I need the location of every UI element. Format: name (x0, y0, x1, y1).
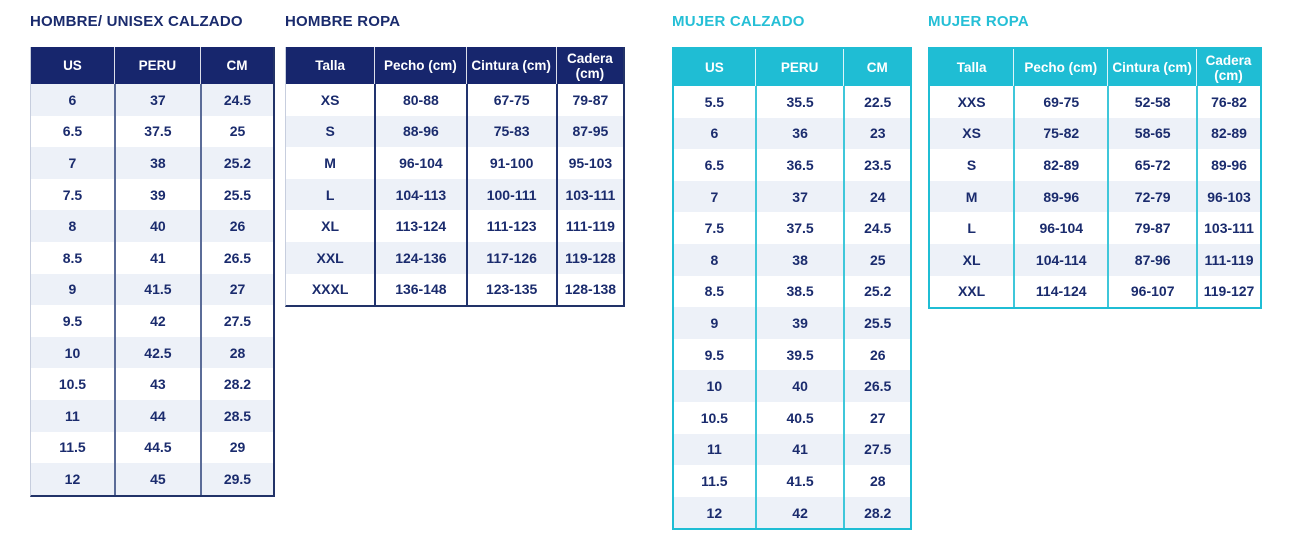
cell: 69-75 (1013, 86, 1107, 118)
cell: 119-127 (1196, 276, 1260, 308)
table-row (674, 402, 910, 434)
cell: 91-100 (466, 147, 556, 179)
table-row (31, 116, 273, 148)
column-header: Cintura (cm) (1107, 49, 1196, 86)
table-row (674, 118, 910, 150)
cell: 10 (31, 337, 114, 369)
cell: 42 (114, 305, 200, 337)
cell: 26 (843, 339, 910, 371)
column-header: US (674, 49, 755, 86)
cell: 111-119 (556, 210, 623, 242)
cell: 41.5 (114, 274, 200, 306)
cell: 58-65 (1107, 118, 1196, 150)
table-title-mujer-calzado: MUJER CALZADO (672, 13, 805, 30)
cell: 38.5 (755, 276, 844, 308)
cell: 27.5 (843, 434, 910, 466)
column-header: PERU (114, 47, 200, 84)
cell: 40.5 (755, 402, 844, 434)
cell: 35.5 (755, 86, 844, 118)
header-row (930, 49, 1260, 86)
cell: 80-88 (374, 84, 465, 116)
column-header: Pecho (cm) (374, 47, 465, 84)
cell: 10.5 (674, 402, 755, 434)
table-row (930, 118, 1260, 150)
cell: 82-89 (1196, 118, 1260, 150)
cell: 124-136 (374, 242, 465, 274)
table-row (31, 179, 273, 211)
cell: 26.5 (200, 242, 273, 274)
mujer-ropa-table (928, 47, 1262, 309)
cell: XXXL (286, 274, 374, 306)
hombre-ropa-section (285, 13, 625, 307)
table-row (286, 210, 623, 242)
cell: 87-95 (556, 116, 623, 148)
cell: M (930, 181, 1013, 213)
cell: 25.2 (843, 276, 910, 308)
cell: 6.5 (31, 116, 114, 148)
cell: S (286, 116, 374, 148)
cell: 25 (843, 244, 910, 276)
cell: 23 (843, 118, 910, 150)
table-row (674, 86, 910, 118)
column-header: US (31, 47, 114, 84)
column-header: Talla (930, 49, 1013, 86)
table-row (674, 307, 910, 339)
table-row (674, 244, 910, 276)
mujer-calzado-section (672, 13, 912, 530)
cell: 44.5 (114, 432, 200, 464)
table-row (930, 149, 1260, 181)
cell: 128-138 (556, 274, 623, 306)
hombre-calzado-section (30, 13, 275, 497)
cell: 111-123 (466, 210, 556, 242)
cell: 123-135 (466, 274, 556, 306)
cell: 12 (31, 463, 114, 495)
header-row (286, 47, 623, 84)
cell: 39 (114, 179, 200, 211)
cell: S (930, 149, 1013, 181)
cell: 24.5 (200, 84, 273, 116)
cell: 8.5 (674, 276, 755, 308)
cell: 38 (114, 147, 200, 179)
cell: 72-79 (1107, 181, 1196, 213)
column-header: Talla (286, 47, 374, 84)
cell: 104-113 (374, 179, 465, 211)
cell: L (930, 212, 1013, 244)
cell: 8.5 (31, 242, 114, 274)
table-row (930, 244, 1260, 276)
column-header: Cintura (cm) (466, 47, 556, 84)
hombre-calzado-table (30, 47, 275, 497)
table-row (930, 86, 1260, 118)
cell: 111-119 (1196, 244, 1260, 276)
cell: 38 (755, 244, 844, 276)
cell: 8 (31, 210, 114, 242)
cell: 7 (674, 181, 755, 213)
cell: 103-111 (1196, 212, 1260, 244)
cell: XXL (286, 242, 374, 274)
cell: 9.5 (31, 305, 114, 337)
table-row (930, 212, 1260, 244)
cell: XL (286, 210, 374, 242)
table-row (930, 276, 1260, 308)
cell: 36 (755, 118, 844, 150)
cell: 37.5 (114, 116, 200, 148)
cell: 41 (755, 434, 844, 466)
mujer-calzado-table (672, 47, 912, 530)
table-row (674, 149, 910, 181)
cell: 89-96 (1013, 181, 1107, 213)
cell: 136-148 (374, 274, 465, 306)
cell: 7 (31, 147, 114, 179)
cell: 6 (31, 84, 114, 116)
table-row (31, 368, 273, 400)
cell: 29.5 (200, 463, 273, 495)
cell: 26 (200, 210, 273, 242)
cell: 103-111 (556, 179, 623, 211)
cell: 87-96 (1107, 244, 1196, 276)
cell: 27 (843, 402, 910, 434)
table-row (286, 84, 623, 116)
table-row (674, 181, 910, 213)
cell: 28 (200, 337, 273, 369)
table-row (31, 432, 273, 464)
table-row (31, 242, 273, 274)
cell: 29 (200, 432, 273, 464)
table-row (930, 181, 1260, 213)
cell: 52-58 (1107, 86, 1196, 118)
cell: 24.5 (843, 212, 910, 244)
cell: 9 (674, 307, 755, 339)
hombre-ropa-table (285, 47, 625, 307)
mujer-ropa-section (928, 13, 1262, 309)
cell: 39.5 (755, 339, 844, 371)
cell: 8 (674, 244, 755, 276)
cell: XL (930, 244, 1013, 276)
cell: 6.5 (674, 149, 755, 181)
cell: 10 (674, 370, 755, 402)
cell: 37 (755, 181, 844, 213)
table-row (674, 370, 910, 402)
cell: 25.5 (200, 179, 273, 211)
column-header: CM (843, 49, 910, 86)
cell: 41.5 (755, 465, 844, 497)
table-row (674, 339, 910, 371)
cell: 65-72 (1107, 149, 1196, 181)
column-header: CM (200, 47, 273, 84)
cell: 11 (674, 434, 755, 466)
cell: 5.5 (674, 86, 755, 118)
table-row (31, 210, 273, 242)
cell: 89-96 (1196, 149, 1260, 181)
table-title-mujer-ropa: MUJER ROPA (928, 13, 1029, 30)
table-row (674, 434, 910, 466)
cell: 25.2 (200, 147, 273, 179)
cell: 7.5 (31, 179, 114, 211)
table-title-hombre-calzado: HOMBRE/ UNISEX CALZADO (30, 13, 243, 30)
cell: 76-82 (1196, 86, 1260, 118)
cell: 12 (674, 497, 755, 529)
cell: 28 (843, 465, 910, 497)
table-row (31, 84, 273, 116)
cell: 28.2 (200, 368, 273, 400)
cell: 28.5 (200, 400, 273, 432)
cell: 9 (31, 274, 114, 306)
cell: 24 (843, 181, 910, 213)
cell: 96-104 (374, 147, 465, 179)
column-header: PERU (755, 49, 844, 86)
cell: 75-82 (1013, 118, 1107, 150)
cell: L (286, 179, 374, 211)
cell: 104-114 (1013, 244, 1107, 276)
cell: 41 (114, 242, 200, 274)
cell: 82-89 (1013, 149, 1107, 181)
column-header: Cadera (cm) (1196, 49, 1260, 86)
cell: 88-96 (374, 116, 465, 148)
cell: 6 (674, 118, 755, 150)
column-header: Cadera (cm) (556, 47, 623, 84)
cell: 44 (114, 400, 200, 432)
cell: 43 (114, 368, 200, 400)
table-title-hombre-ropa: HOMBRE ROPA (285, 13, 401, 30)
cell: 67-75 (466, 84, 556, 116)
table-row (286, 242, 623, 274)
cell: 9.5 (674, 339, 755, 371)
cell: 7.5 (674, 212, 755, 244)
cell: 10.5 (31, 368, 114, 400)
cell: 23.5 (843, 149, 910, 181)
table-row (31, 274, 273, 306)
cell: 37 (114, 84, 200, 116)
cell: 100-111 (466, 179, 556, 211)
table-row (286, 179, 623, 211)
cell: 37.5 (755, 212, 844, 244)
cell: 40 (755, 370, 844, 402)
table-row (674, 465, 910, 497)
cell: 11.5 (674, 465, 755, 497)
header-row (31, 47, 273, 84)
cell: 45 (114, 463, 200, 495)
cell: XS (286, 84, 374, 116)
table-row (31, 337, 273, 369)
table-row (286, 116, 623, 148)
cell: 113-124 (374, 210, 465, 242)
column-header: Pecho (cm) (1013, 49, 1107, 86)
table-row (674, 276, 910, 308)
cell: 27.5 (200, 305, 273, 337)
cell: 96-103 (1196, 181, 1260, 213)
cell: 26.5 (843, 370, 910, 402)
table-row (31, 463, 273, 495)
cell: M (286, 147, 374, 179)
table-row (286, 274, 623, 306)
cell: 42 (755, 497, 844, 529)
cell: 79-87 (1107, 212, 1196, 244)
cell: 27 (200, 274, 273, 306)
cell: 96-104 (1013, 212, 1107, 244)
cell: 114-124 (1013, 276, 1107, 308)
cell: 119-128 (556, 242, 623, 274)
cell: 28.2 (843, 497, 910, 529)
cell: 117-126 (466, 242, 556, 274)
cell: 25.5 (843, 307, 910, 339)
cell: XXS (930, 86, 1013, 118)
table-row (286, 147, 623, 179)
cell: 25 (200, 116, 273, 148)
cell: 36.5 (755, 149, 844, 181)
cell: 11.5 (31, 432, 114, 464)
cell: 42.5 (114, 337, 200, 369)
table-row (674, 212, 910, 244)
cell: XS (930, 118, 1013, 150)
table-row (674, 497, 910, 529)
table-row (31, 147, 273, 179)
cell: 95-103 (556, 147, 623, 179)
table-row (31, 305, 273, 337)
header-row (674, 49, 910, 86)
cell: 79-87 (556, 84, 623, 116)
cell: 75-83 (466, 116, 556, 148)
cell: XXL (930, 276, 1013, 308)
cell: 40 (114, 210, 200, 242)
cell: 11 (31, 400, 114, 432)
cell: 96-107 (1107, 276, 1196, 308)
table-row (31, 400, 273, 432)
cell: 22.5 (843, 86, 910, 118)
cell: 39 (755, 307, 844, 339)
